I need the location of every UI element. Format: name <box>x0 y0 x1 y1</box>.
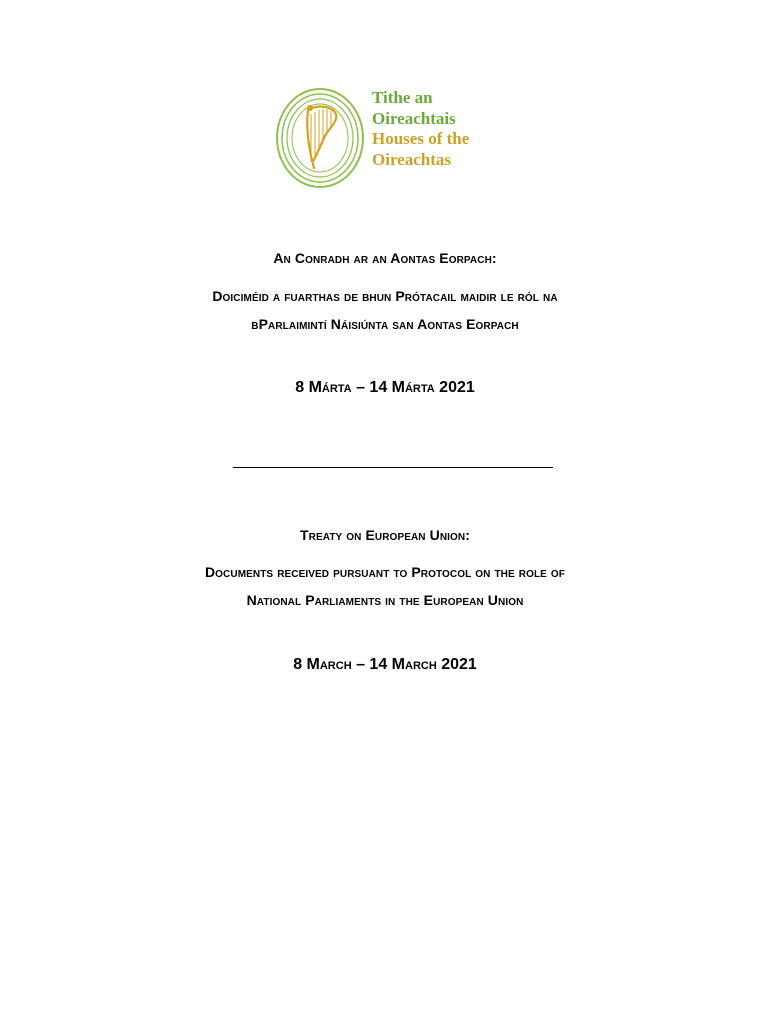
logo-line-irish-2: Oireachtais <box>372 108 456 128</box>
separator-line <box>233 467 553 468</box>
harp-emblem-icon <box>274 86 366 190</box>
irish-subtitle <box>0 282 770 338</box>
english-subtitle-line1: Documents received pursuant to Protocol on the role of <box>204 564 566 580</box>
irish-title: An Conradh ar an Aontas Eorpach: <box>273 250 497 266</box>
logo-line-irish-1: Tithe an <box>372 88 433 107</box>
oireachtas-logo <box>268 80 508 206</box>
logo-line-english-2: Oireachtas <box>372 149 452 169</box>
irish-subtitle-line2: bParlaimintí Náisiúnta san Aontas Eorpach <box>251 316 519 332</box>
irish-date: 8 Márta – 14 Márta 2021 <box>295 379 475 396</box>
irish-subtitle-line1: Doiciméid a fuarthas de bhun Prótacail maidir le ról na <box>212 288 558 304</box>
english-subtitle <box>0 558 770 614</box>
logo-wordmark <box>372 88 469 170</box>
english-date: 8 March – 14 March 2021 <box>293 656 477 673</box>
logo-line-english-1: Houses of the <box>372 129 470 148</box>
english-subtitle-line2: National Parliaments in the European Union <box>246 592 524 608</box>
english-title: Treaty on European Union: <box>300 527 470 543</box>
